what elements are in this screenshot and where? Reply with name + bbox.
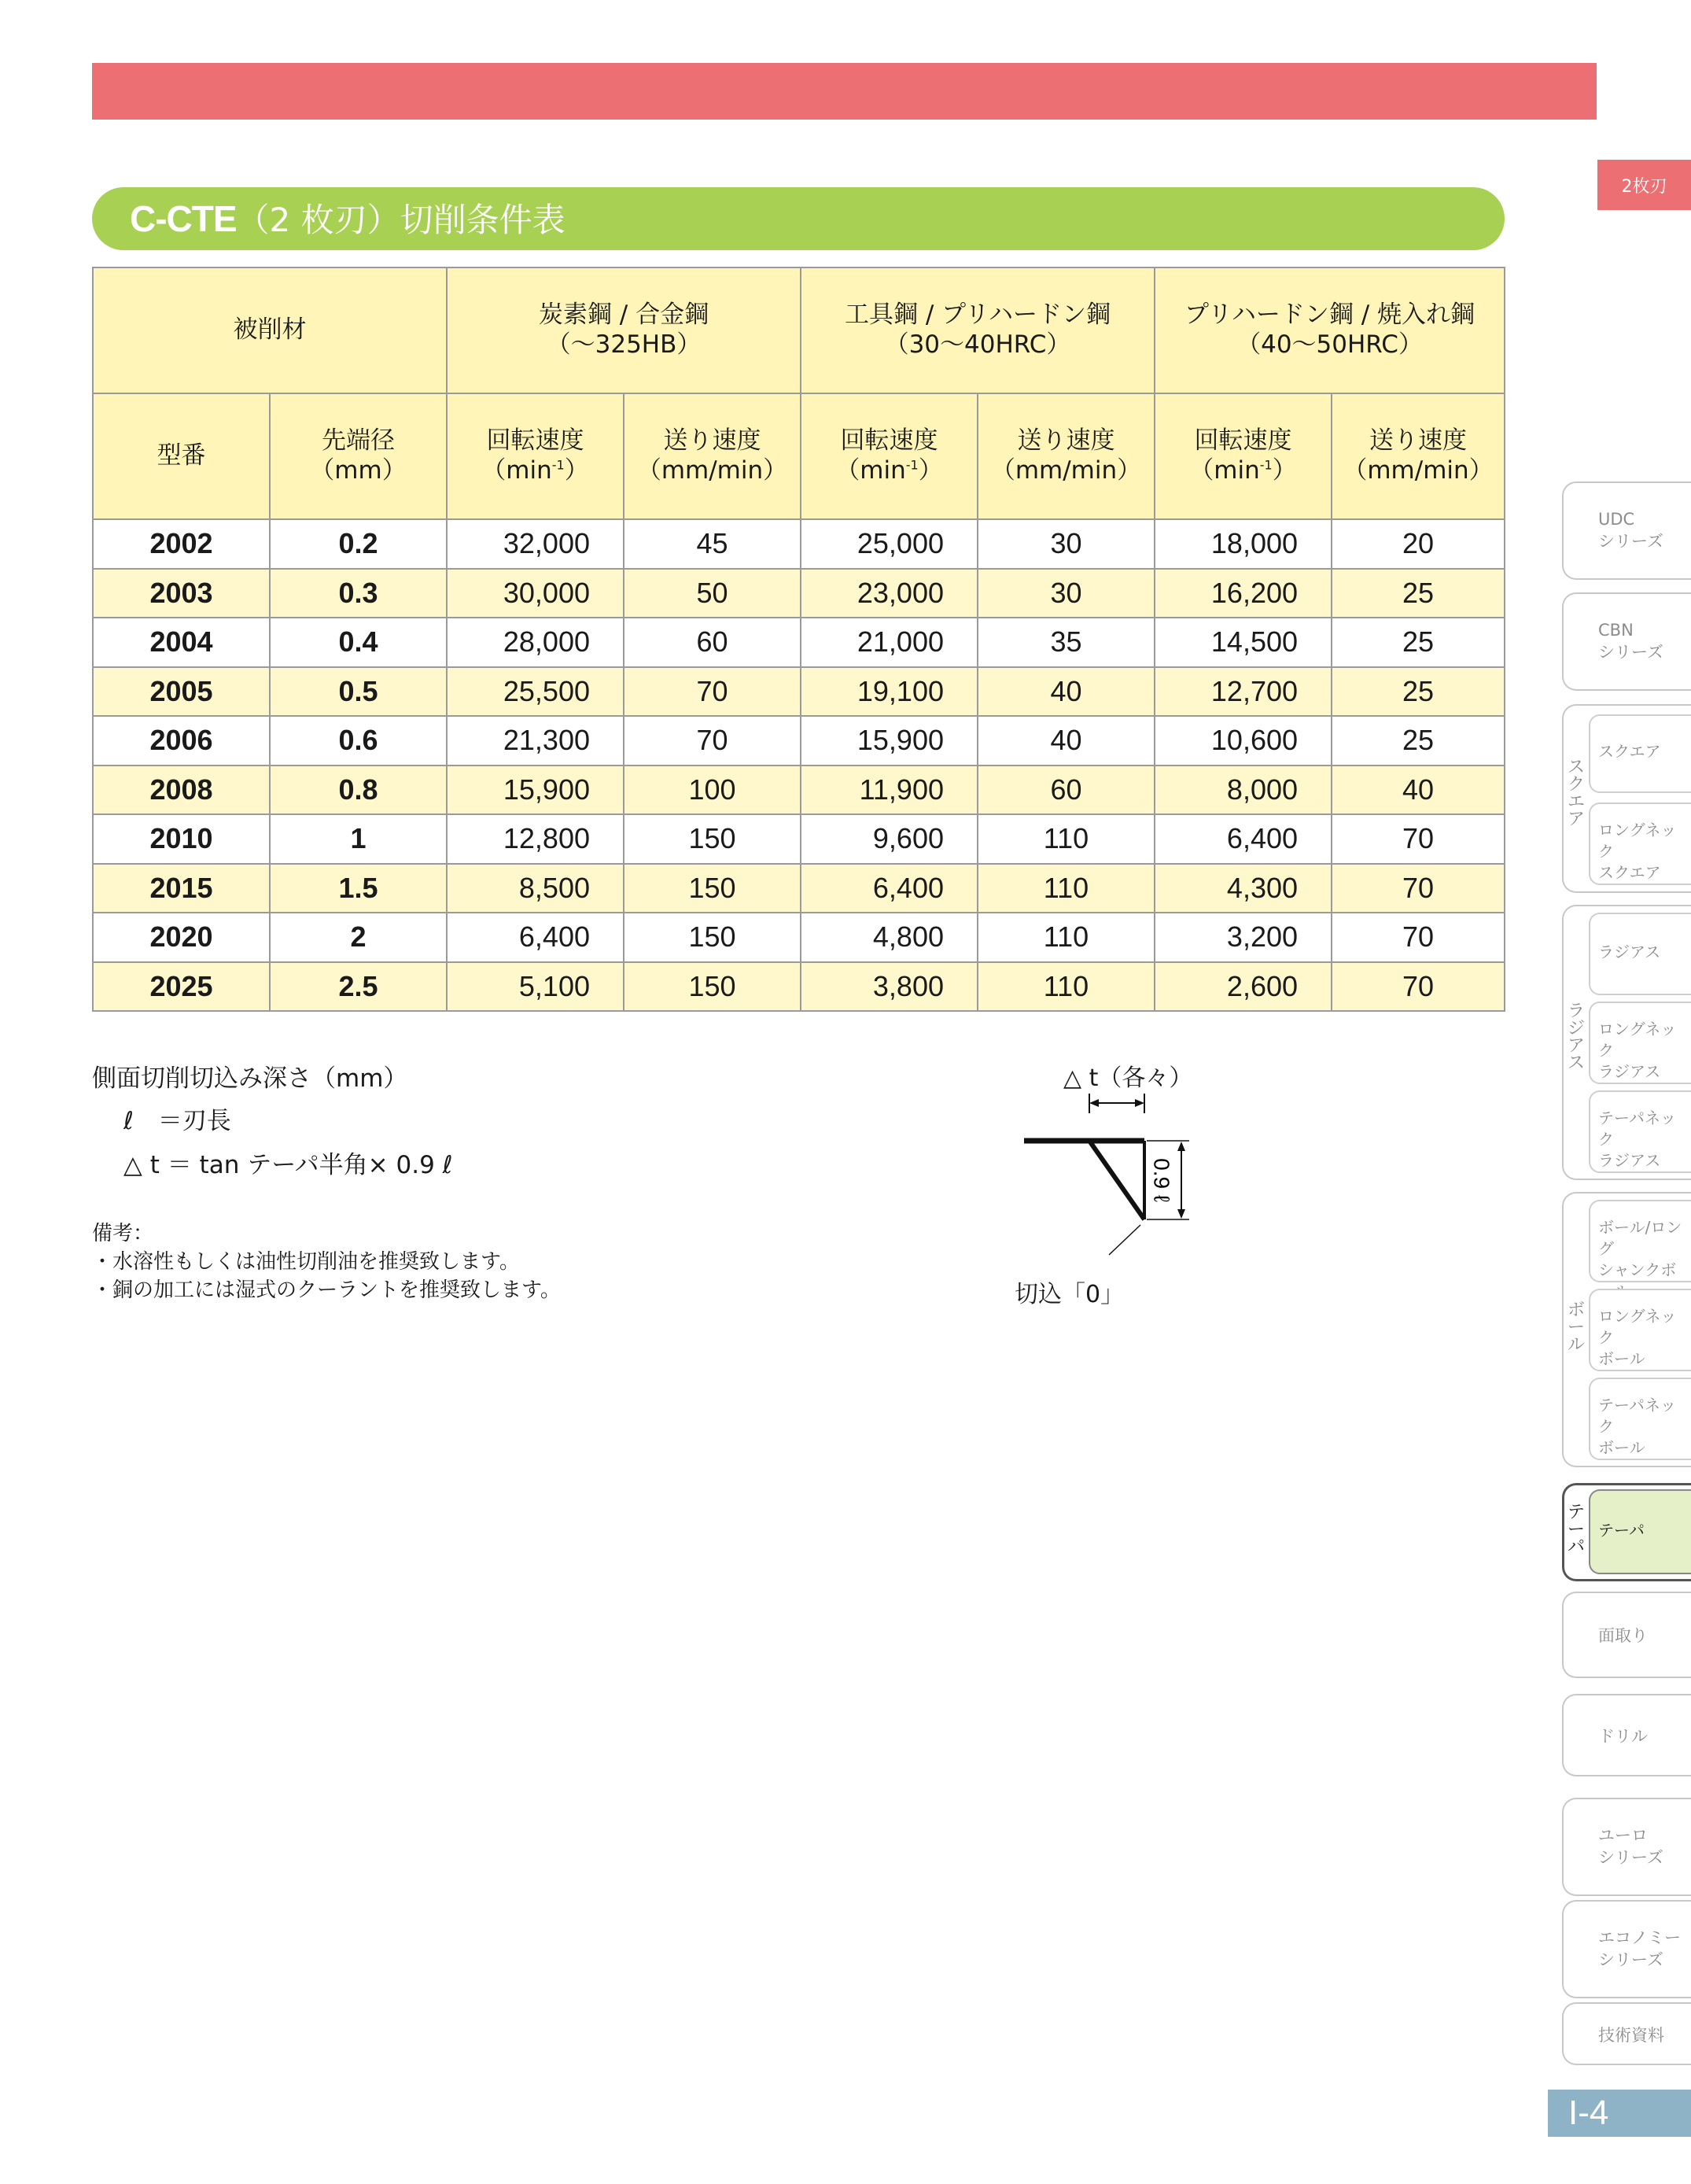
table-row [93,519,1505,569]
blade-count-badge: 2枚刃 [1597,160,1691,210]
table-row [93,962,1505,1012]
feed-cell: 70 [1332,962,1505,1012]
tab-group-square-label: ス ク エ ア [1567,758,1585,829]
tab-group-taper-label: テ ー パ [1567,1503,1585,1557]
page-number: I-4 [1548,2090,1691,2137]
model-cell: 2003 [93,569,270,618]
table-body [93,519,1505,1011]
tab-long-neck-square[interactable]: ロングネック スクエア [1589,802,1691,885]
diameter-cell: 0.8 [270,766,447,815]
feed-cell: 70 [1332,814,1505,864]
diameter-cell: 0.6 [270,716,447,766]
feed-cell: 150 [624,864,801,913]
feed-cell: 150 [624,913,801,962]
section-title-bar [92,187,1505,250]
model-cell: 2005 [93,667,270,717]
speed-cell: 12,700 [1155,667,1332,717]
speed-cell: 6,400 [447,913,624,962]
speed-header: 回転速度 $(\min^{-1})$ [447,393,624,519]
model-cell: 2004 [93,618,270,667]
speed-header: 回転速度 $(\min^{-1})$ [1155,393,1332,519]
remarks [92,1219,561,1304]
tab-taper[interactable]: テーパ [1589,1489,1691,1574]
speed-cell: 19,100 [801,667,978,717]
diagram-depth-label: 0.9 ℓ [1149,1158,1174,1202]
feed-cell: 25 [1332,667,1505,717]
speed-cell: 15,900 [447,766,624,815]
group-header-hardened-steel: プリハードン鋼 / 焼入れ鋼 （40〜50HRC） [1155,267,1505,393]
feed-cell: 110 [978,962,1155,1012]
feed-cell: 70 [624,667,801,717]
feed-cell: 60 [624,618,801,667]
tab-chamfer[interactable]: 面取り [1562,1592,1691,1678]
table-row [93,716,1505,766]
speed-cell: 12,800 [447,814,624,864]
speed-cell: 9,600 [801,814,978,864]
speed-cell: 3,200 [1155,913,1332,962]
model-cell: 2006 [93,716,270,766]
speed-cell: 8,500 [447,864,624,913]
feed-cell: 25 [1332,618,1505,667]
speed-cell: 25,500 [447,667,624,717]
tab-drill[interactable]: ドリル [1562,1694,1691,1776]
table-row [93,864,1505,913]
diagram-cut-zero-label: 切込「0」 [1015,1281,1125,1308]
remarks-item: ・銅の加工には湿式のクーラントを推奨致します。 [92,1278,561,1302]
speed-cell: 23,000 [801,569,978,618]
speed-cell: 11,900 [801,766,978,815]
feed-cell: 100 [624,766,801,815]
notes-line-formula: △ t ＝ tan テーパ半角× 0.9 ℓ [123,1151,453,1179]
speed-cell: 14,500 [1155,618,1332,667]
speed-cell: 25,000 [801,519,978,569]
notes-line-blade-length: ℓ ＝刃長 [123,1107,231,1135]
feed-cell: 30 [978,569,1155,618]
feed-cell: 40 [1332,766,1505,815]
speed-cell: 6,400 [801,864,978,913]
tab-long-neck-ball[interactable]: ロングネック ボール [1589,1289,1691,1371]
page-title [130,187,566,250]
table-row [93,913,1505,962]
feed-cell: 20 [1332,519,1505,569]
table-row [93,618,1505,667]
speed-cell: 6,400 [1155,814,1332,864]
speed-cell: 8,000 [1155,766,1332,815]
feed-cell: 60 [978,766,1155,815]
feed-header: 送り速度 （mm/min） [624,393,801,519]
feed-cell: 25 [1332,716,1505,766]
tab-taper-neck-radius[interactable]: テーパネック ラジアス [1589,1090,1691,1173]
diameter-cell: 1.5 [270,864,447,913]
speed-cell: 32,000 [447,519,624,569]
cutting-conditions-table [92,267,1505,1012]
feed-header: 送り速度 （mm/min） [978,393,1155,519]
feed-cell: 150 [624,962,801,1012]
feed-cell: 35 [978,618,1155,667]
speed-cell: 5,100 [447,962,624,1012]
diameter-cell: 2.5 [270,962,447,1012]
speed-cell: 21,000 [801,618,978,667]
taper-cut-diagram [1015,1058,1251,1318]
model-header: 型番 [93,393,270,519]
diagram-delta-t-label: △ t（各々） [1063,1064,1193,1092]
feed-cell: 40 [978,716,1155,766]
tab-group-radius-label: ラ ジ ア ス [1567,1002,1585,1073]
speed-cell: 2,600 [1155,962,1332,1012]
speed-cell: 15,900 [801,716,978,766]
group-header-tool-steel: 工具鋼 / プリハードン鋼 （30〜40HRC） [801,267,1155,393]
tab-taper-neck-ball[interactable]: テーパネック ボール [1589,1378,1691,1460]
table-row [93,667,1505,717]
diameter-cell: 0.3 [270,569,447,618]
tab-long-neck-radius[interactable]: ロングネック ラジアス [1589,1002,1691,1084]
table-row [93,814,1505,864]
tab-radius[interactable]: ラジアス [1589,913,1691,995]
diameter-cell: 0.5 [270,667,447,717]
speed-cell: 16,200 [1155,569,1332,618]
speed-cell: 10,600 [1155,716,1332,766]
diameter-cell: 0.4 [270,618,447,667]
diameter-cell: 1 [270,814,447,864]
speed-cell: 4,300 [1155,864,1332,913]
tab-euro-series[interactable]: ユーロ シリーズ [1562,1798,1691,1896]
diameter-header: 先端径 （mm） [270,393,447,519]
model-cell: 2015 [93,864,270,913]
notes-heading: 側面切削切込み深さ（mm） [92,1064,408,1093]
tab-udc-series[interactable]: UDC シリーズ [1562,481,1691,580]
feed-cell: 70 [624,716,801,766]
feed-cell: 110 [978,864,1155,913]
feed-cell: 30 [978,519,1155,569]
speed-cell: 21,300 [447,716,624,766]
model-cell: 2025 [93,962,270,1012]
feed-cell: 25 [1332,569,1505,618]
speed-cell: 18,000 [1155,519,1332,569]
group-header-carbon-steel: 炭素鋼 / 合金鋼 （〜325HB） [447,267,801,393]
feed-cell: 70 [1332,913,1505,962]
tab-cbn-series[interactable]: CBN シリーズ [1562,592,1691,691]
tab-group-ball-label: ボ ー ル [1567,1300,1585,1355]
table-row [93,569,1505,618]
tab-economy-series[interactable]: エコノミー シリーズ [1562,1900,1691,1998]
feed-cell: 110 [978,814,1155,864]
feed-header: 送り速度 （mm/min） [1332,393,1505,519]
diameter-cell: 2 [270,913,447,962]
remarks-heading: 備考： [92,1222,154,1245]
feed-cell: 70 [1332,864,1505,913]
feed-cell: 110 [978,913,1155,962]
feed-cell: 45 [624,519,801,569]
model-cell: 2010 [93,814,270,864]
model-cell: 2008 [93,766,270,815]
feed-cell: 40 [978,667,1155,717]
tab-ball-long-shank[interactable]: ボール/ロング シャンクボ [1589,1200,1691,1282]
speed-cell: 4,800 [801,913,978,962]
table-row [93,766,1505,815]
header-color-bar [92,63,1597,120]
tab-technical-data[interactable]: 技術資料 [1562,2002,1691,2065]
tab-square[interactable]: スクエア [1589,714,1691,793]
feed-cell: 50 [624,569,801,618]
speed-cell: 30,000 [447,569,624,618]
title-model: C-CTE [130,198,237,239]
material-header: 被削材 [93,267,447,393]
remarks-item: ・水溶性もしくは油性切削油を推奨致します。 [92,1250,520,1274]
title-rest: （2 枚刃）切削条件表 [236,201,566,239]
speed-cell: 28,000 [447,618,624,667]
model-cell: 2020 [93,913,270,962]
speed-cell: 3,800 [801,962,978,1012]
model-cell: 2002 [93,519,270,569]
diameter-cell: 0.2 [270,519,447,569]
feed-cell: 150 [624,814,801,864]
speed-header: 回転速度 $(\min^{-1})$ [801,393,978,519]
